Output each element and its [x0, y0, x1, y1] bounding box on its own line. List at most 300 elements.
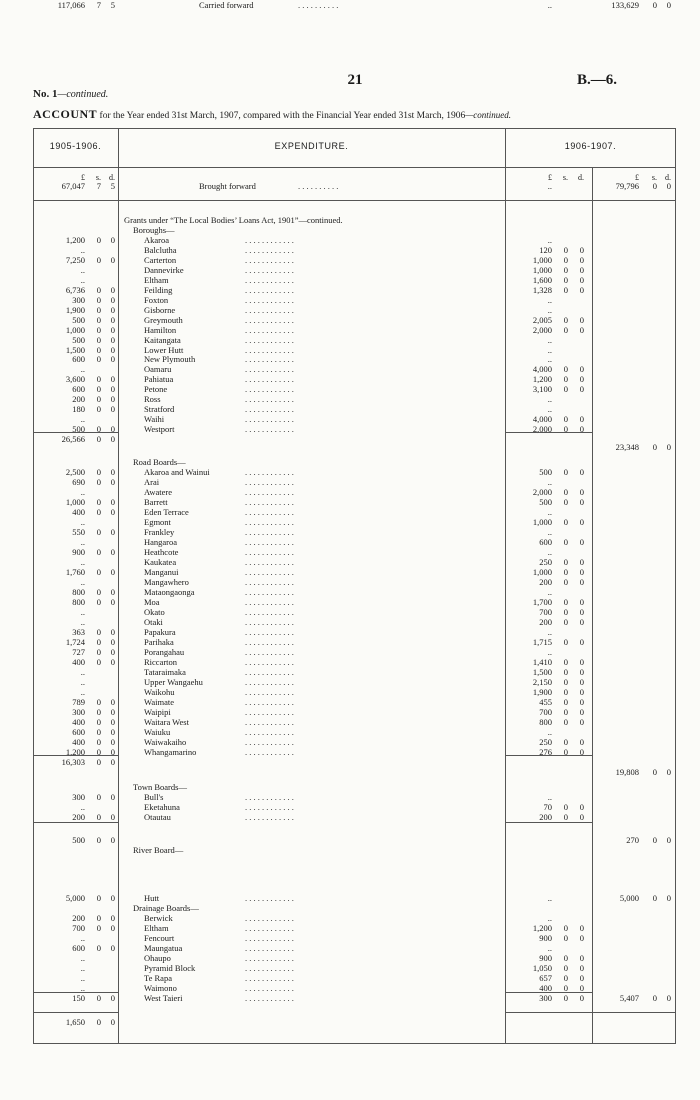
item-name: Oamaru	[144, 364, 172, 374]
prev-pence: 0	[110, 527, 115, 537]
curr-shillings: 0	[563, 265, 568, 275]
item-name: Hangaroa	[144, 537, 178, 547]
item-name: Manganui	[144, 567, 179, 577]
prev-shillings: 0	[96, 497, 101, 507]
curr-pounds: 1,900	[532, 687, 552, 697]
total-pence: 0	[666, 835, 671, 845]
curr-shillings: 0	[563, 325, 568, 335]
leader-dots: . . . . . . . . . . . .	[245, 265, 294, 275]
item-name: Ohaupo	[144, 953, 171, 963]
curr-pence: 0	[579, 697, 584, 707]
prev-shillings: 0	[96, 717, 101, 727]
item-name: Feilding	[144, 285, 173, 295]
subtotal-rule	[505, 432, 592, 433]
curr-pence: 0	[579, 325, 584, 335]
curr-shillings: 0	[563, 963, 568, 973]
curr-shillings: 0	[563, 747, 568, 757]
prev-pounds: 400	[72, 657, 85, 667]
leader-dots: . . . . . . . . . . . .	[245, 617, 294, 627]
curr-pounds: 1,000	[532, 255, 552, 265]
prev-pence: 0	[110, 384, 115, 394]
curr-pounds: 4,000	[532, 364, 552, 374]
prev-pence: 0	[110, 255, 115, 265]
leader-dots: . . . . . . . . . . . .	[245, 597, 294, 607]
curr-pence: 0	[579, 374, 584, 384]
leader-dots: . . . . . . . . . . . .	[245, 717, 294, 727]
prev-shillings: 0	[96, 812, 101, 822]
prev-pence: 0	[110, 993, 115, 1003]
prev-shillings: 0	[96, 384, 101, 394]
prev-pence: 0	[110, 424, 115, 434]
curr-pounds: 300	[539, 993, 552, 1003]
curr-pounds: 200	[539, 577, 552, 587]
prev-pounds: 690	[72, 477, 85, 487]
prev-pounds: 600	[72, 727, 85, 737]
prev-pence: 0	[110, 567, 115, 577]
prev-pounds: ..	[80, 245, 85, 255]
subtotal-rule	[592, 1012, 676, 1013]
table-row	[33, 181, 676, 192]
total-pounds: 5,407	[619, 993, 639, 1003]
prev-shillings: 0	[96, 647, 101, 657]
curr-shillings: 0	[563, 923, 568, 933]
curr-pence: 0	[579, 667, 584, 677]
item-name: Arai	[144, 477, 160, 487]
prev-shillings: 0	[96, 627, 101, 637]
prev-pounds: ..	[80, 537, 85, 547]
curr-pounds: 250	[539, 737, 552, 747]
item-name: Heathcote	[144, 547, 179, 557]
leader-dots: . . . . . . . . . . . .	[245, 667, 294, 677]
leader-dots: . . . . . . . . . . . .	[245, 374, 294, 384]
prev-shillings: 0	[96, 737, 101, 747]
curr-pounds: 900	[539, 953, 552, 963]
prev-shillings: 0	[96, 404, 101, 414]
curr-pence: 0	[579, 384, 584, 394]
prev-pence: 0	[110, 325, 115, 335]
curr-shillings: 0	[563, 384, 568, 394]
prev-pence: 5	[110, 0, 115, 10]
leader-dots: . . . . . . . . . . . .	[245, 487, 294, 497]
curr-shillings: 0	[563, 677, 568, 687]
prev-pounds: ..	[80, 973, 85, 983]
curr-pounds: 200	[539, 812, 552, 822]
prev-pounds: 2,500	[65, 467, 85, 477]
curr-pence: 0	[579, 275, 584, 285]
curr-pence: 0	[579, 657, 584, 667]
item-name: Petone	[144, 384, 168, 394]
prev-pounds: 400	[72, 507, 85, 517]
account-title-bold: ACCOUNT	[33, 107, 98, 121]
leader-dots: . . . . . . . . . . . .	[245, 677, 294, 687]
prev-pence: 0	[110, 913, 115, 923]
curr-pence: 0	[579, 812, 584, 822]
curr-pence: 0	[579, 255, 584, 265]
curr-shillings: 0	[563, 617, 568, 627]
curr-pounds: 500	[539, 497, 552, 507]
curr-shillings: 0	[563, 567, 568, 577]
leader-dots: . . . . . . . . . . . .	[245, 737, 294, 747]
curr-pounds: ..	[547, 295, 552, 305]
prev-pence: 0	[110, 587, 115, 597]
curr-pounds: ..	[547, 235, 552, 245]
prev-pounds: 550	[72, 527, 85, 537]
prev-pounds: 500	[72, 835, 85, 845]
prev-pence: 0	[110, 727, 115, 737]
item-name: Awatere	[144, 487, 173, 497]
prev-pence: 0	[110, 354, 115, 364]
leader-dots: . . . . . . . . . . . .	[245, 973, 294, 983]
curr-shillings: 0	[563, 657, 568, 667]
column-header-expenditure: EXPENDITURE.	[274, 141, 349, 151]
prev-pounds: 67,047	[61, 181, 85, 191]
prev-pounds: 600	[72, 943, 85, 953]
item-name: Pyramid Block	[144, 963, 196, 973]
total-pence: 0	[666, 0, 671, 10]
total-shillings: 0	[652, 835, 657, 845]
leader-dots: . . . . . . . . . . . .	[245, 404, 294, 414]
prev-shillings: 0	[96, 913, 101, 923]
prev-pounds: 150	[72, 993, 85, 1003]
total-shillings: 0	[652, 767, 657, 777]
item-name: Balclutha	[144, 245, 177, 255]
curr-pounds: ..	[547, 404, 552, 414]
prev-pounds: 400	[72, 737, 85, 747]
prev-pounds: 1,760	[65, 567, 85, 577]
prev-pounds: 600	[72, 354, 85, 364]
curr-pence: 0	[579, 617, 584, 627]
curr-shillings: 0	[563, 812, 568, 822]
curr-pounds: ..	[547, 507, 552, 517]
group-heading: Drainage Boards—	[133, 903, 199, 913]
prev-pence: 0	[110, 697, 115, 707]
group-heading: Road Boards—	[133, 457, 186, 467]
curr-pence: 0	[579, 687, 584, 697]
item-name: Eketahuna	[144, 802, 180, 812]
curr-pounds: ..	[547, 647, 552, 657]
curr-shillings: 0	[563, 637, 568, 647]
leader-dots: . . . . . . . . . . . .	[245, 497, 294, 507]
leader-dots: . . . . . . . . . . . .	[245, 467, 294, 477]
leader-dots: . . . . . . . . . . . .	[245, 802, 294, 812]
prev-pence: 0	[110, 285, 115, 295]
leader-dots: . . . . . . . . . . . .	[245, 687, 294, 697]
prev-shillings: 0	[96, 707, 101, 717]
prev-pounds: 700	[72, 923, 85, 933]
leader-dots: . . . . . . . . . . . .	[245, 983, 294, 993]
leader-dots: . . . . . . . . . . . .	[245, 893, 294, 903]
curr-pounds: 276	[539, 747, 552, 757]
curr-pounds: 2,150	[532, 677, 552, 687]
prev-pounds: 500	[72, 315, 85, 325]
item-name: Waikohu	[144, 687, 175, 697]
prev-pounds: 16,303	[61, 757, 85, 767]
prev-pounds: ..	[80, 983, 85, 993]
curr-pounds: 70	[543, 802, 552, 812]
prev-shillings: 0	[96, 295, 101, 305]
curr-shillings: 0	[563, 697, 568, 707]
prev-shillings: 0	[96, 345, 101, 355]
prev-pounds: ..	[80, 517, 85, 527]
prev-pence: 0	[110, 335, 115, 345]
item-name: Waihi	[144, 414, 165, 424]
page-reference: B.—6.	[577, 72, 618, 88]
curr-pence: 0	[579, 577, 584, 587]
leader-dots: . . . . . . . . . . . .	[245, 933, 294, 943]
item-name: Porangahau	[144, 647, 185, 657]
prev-pence: 0	[110, 467, 115, 477]
curr-pounds: ..	[547, 792, 552, 802]
prev-pounds: ..	[80, 667, 85, 677]
curr-shillings: 0	[563, 255, 568, 265]
item-name: Greymouth	[144, 315, 183, 325]
item-name: Egmont	[144, 517, 171, 527]
account-title	[33, 107, 511, 122]
total-shillings: 0	[652, 893, 657, 903]
curr-shillings: 0	[563, 607, 568, 617]
curr-pounds: ..	[547, 727, 552, 737]
prev-pounds: ..	[80, 275, 85, 285]
total-shillings: 0	[652, 993, 657, 1003]
curr-shillings: 0	[563, 577, 568, 587]
curr-pounds: 500	[539, 467, 552, 477]
unit-pence: d.	[109, 173, 115, 182]
leader-dots: . . . . . . . . . . . .	[245, 275, 294, 285]
section-label	[33, 88, 108, 100]
leader-dots: . . . . . . . . . . . .	[245, 384, 294, 394]
group-heading: River Board—	[133, 845, 184, 855]
table-row	[33, 0, 676, 11]
item-name: Tataraimaka	[144, 667, 186, 677]
item-name: Carterton	[144, 255, 177, 265]
item-name: Pahiatua	[144, 374, 174, 384]
unit-pence: d.	[578, 173, 584, 182]
prev-pounds: 800	[72, 587, 85, 597]
prev-pence: 0	[110, 497, 115, 507]
curr-pence: 0	[579, 973, 584, 983]
prev-shillings: 0	[96, 477, 101, 487]
prev-pounds: ..	[80, 265, 85, 275]
prev-pounds: 180	[72, 404, 85, 414]
curr-pence: 0	[579, 802, 584, 812]
prev-shillings: 0	[96, 697, 101, 707]
curr-shillings: 0	[563, 802, 568, 812]
item-name: Eltham	[144, 923, 169, 933]
prev-pounds: ..	[80, 414, 85, 424]
unit-pound: £	[81, 173, 85, 182]
section-suffix: —continued.	[57, 89, 109, 100]
prev-pounds: ..	[80, 953, 85, 963]
prev-shillings: 0	[96, 637, 101, 647]
curr-pounds: ..	[547, 354, 552, 364]
prev-shillings: 0	[96, 255, 101, 265]
leader-dots: . . . . . . . . . . . .	[245, 295, 294, 305]
item-name: Waiwakaiho	[144, 737, 187, 747]
curr-pounds: 2,005	[532, 315, 552, 325]
curr-pounds: 800	[539, 717, 552, 727]
curr-shillings: 0	[563, 737, 568, 747]
curr-pence: 0	[579, 285, 584, 295]
prev-pence: 0	[110, 305, 115, 315]
item-name: Foxton	[144, 295, 169, 305]
item-name: Fencourt	[144, 933, 175, 943]
curr-pounds: ..	[547, 345, 552, 355]
item-name: Akaroa and Wainui	[144, 467, 210, 477]
curr-pence: 0	[579, 737, 584, 747]
item-name: Waimate	[144, 697, 174, 707]
prev-pence: 0	[110, 295, 115, 305]
item-name: Moa	[144, 597, 160, 607]
curr-pence: 0	[579, 637, 584, 647]
curr-shillings: 0	[563, 315, 568, 325]
leader-dots: . . . . . . . . . . . .	[245, 567, 294, 577]
leader-dots: . . . . . . . . . . . .	[245, 537, 294, 547]
leader-dots: . . . . . . . . . . . .	[245, 943, 294, 953]
curr-pounds: 2,000	[532, 487, 552, 497]
curr-pounds: ..	[547, 394, 552, 404]
curr-pence: 0	[579, 677, 584, 687]
curr-pounds: 120	[539, 245, 552, 255]
prev-pounds: ..	[80, 557, 85, 567]
leader-dots: . . . . . . . . . .	[298, 181, 339, 191]
item-name: Waitara West	[144, 717, 189, 727]
prev-shillings: 0	[96, 943, 101, 953]
prev-pence: 0	[110, 235, 115, 245]
curr-pence: 0	[579, 467, 584, 477]
prev-pence: 0	[110, 547, 115, 557]
leader-dots: . . . . . . . . . . . .	[245, 627, 294, 637]
total-shillings: 0	[652, 0, 657, 10]
prev-shillings: 0	[96, 597, 101, 607]
total-pounds: 79,796	[615, 181, 639, 191]
curr-pounds: ..	[547, 305, 552, 315]
total-pence: 0	[666, 442, 671, 452]
curr-shillings: 0	[563, 933, 568, 943]
prev-pounds: 363	[72, 627, 85, 637]
curr-pence: 0	[579, 315, 584, 325]
curr-pounds: 1,000	[532, 567, 552, 577]
subtotal-row	[33, 1017, 676, 1028]
leader-dots: . . . . . . . . . . . .	[245, 394, 294, 404]
prev-pence: 0	[110, 757, 115, 767]
item-name: West Taieri	[144, 993, 183, 1003]
curr-pounds: 1,000	[532, 265, 552, 275]
leader-dots: . . . . . . . . . . . .	[245, 812, 294, 822]
prev-pence: 0	[110, 707, 115, 717]
leader-dots: . . . . . . . . . . . .	[245, 315, 294, 325]
prev-shillings: 0	[96, 835, 101, 845]
subtotal-rule	[33, 432, 118, 433]
prev-pence: 0	[110, 943, 115, 953]
curr-shillings: 0	[563, 983, 568, 993]
prev-pounds: ..	[80, 687, 85, 697]
item-name: Dannevirke	[144, 265, 184, 275]
curr-pounds: ..	[547, 0, 552, 10]
curr-pence: 0	[579, 953, 584, 963]
curr-pence: 0	[579, 993, 584, 1003]
curr-pounds: ..	[547, 527, 552, 537]
leader-dots: . . . . . . . . . . . .	[245, 414, 294, 424]
curr-shillings: 0	[563, 973, 568, 983]
prev-pence: 5	[110, 181, 115, 191]
total-pence: 0	[666, 893, 671, 903]
leader-dots: . . . . . . . . . . . .	[245, 657, 294, 667]
item-name: Waiuku	[144, 727, 171, 737]
item-name: Mangawhero	[144, 577, 189, 587]
curr-pounds: 200	[539, 617, 552, 627]
curr-shillings: 0	[563, 275, 568, 285]
item-name: Waimono	[144, 983, 177, 993]
prev-pence: 0	[110, 315, 115, 325]
column-header-1906-1907: 1906-1907.	[564, 141, 617, 151]
prev-shillings: 0	[96, 507, 101, 517]
curr-pounds: ..	[547, 627, 552, 637]
subtotal-rule	[505, 755, 592, 756]
prev-pounds: 200	[72, 812, 85, 822]
prev-pounds: 117,066	[57, 0, 85, 10]
subtotal-rule	[33, 755, 118, 756]
total-pence: 0	[666, 181, 671, 191]
curr-shillings: 0	[563, 557, 568, 567]
curr-shillings: 0	[563, 374, 568, 384]
leader-dots: . . . . . . . . . . . .	[245, 345, 294, 355]
unit-shilling: s.	[95, 173, 101, 182]
curr-pence: 0	[579, 557, 584, 567]
group-heading: Grants under “The Local Bodies’ Loans Act, 1901”—continued.	[124, 215, 343, 225]
item-name: Parihaka	[144, 637, 174, 647]
leader-dots: . . . . . . . . . . . .	[245, 953, 294, 963]
curr-shillings: 0	[563, 597, 568, 607]
prev-shillings: 0	[96, 467, 101, 477]
item-name: Carried forward	[199, 0, 254, 10]
prev-pounds: 400	[72, 717, 85, 727]
unit-shilling: s.	[651, 173, 657, 182]
item-name: Berwick	[144, 913, 173, 923]
prev-shillings: 0	[96, 587, 101, 597]
prev-pence: 0	[110, 374, 115, 384]
prev-pounds: ..	[80, 802, 85, 812]
curr-pounds: ..	[547, 893, 552, 903]
leader-dots: . . . . . . . . . . . .	[245, 747, 294, 757]
curr-shillings: 0	[563, 245, 568, 255]
leader-dots: . . . . . . . . . . . .	[245, 923, 294, 933]
curr-shillings: 0	[563, 717, 568, 727]
prev-pence: 0	[110, 345, 115, 355]
group-heading-row	[33, 845, 676, 856]
prev-pounds: ..	[80, 963, 85, 973]
prev-pounds: 1,724	[65, 637, 85, 647]
total-pence: 0	[666, 993, 671, 1003]
curr-shillings: 0	[563, 487, 568, 497]
item-name: Bull's	[144, 792, 164, 802]
curr-pounds: 1,328	[532, 285, 552, 295]
curr-pounds: 1,715	[532, 637, 552, 647]
prev-pence: 0	[110, 812, 115, 822]
curr-pounds: 600	[539, 537, 552, 547]
prev-pence: 0	[110, 1017, 115, 1027]
leader-dots: . . . . . . . . . . . .	[245, 637, 294, 647]
item-name: Akaroa	[144, 235, 170, 245]
prev-shillings: 0	[96, 434, 101, 444]
leader-dots: . . . . . . . . . . . .	[245, 245, 294, 255]
prev-shillings: 0	[96, 354, 101, 364]
item-name: Waipipi	[144, 707, 171, 717]
curr-pence: 0	[579, 424, 584, 434]
curr-shillings: 0	[563, 424, 568, 434]
prev-pounds: 500	[72, 424, 85, 434]
curr-pence: 0	[579, 607, 584, 617]
item-name: Westport	[144, 424, 175, 434]
